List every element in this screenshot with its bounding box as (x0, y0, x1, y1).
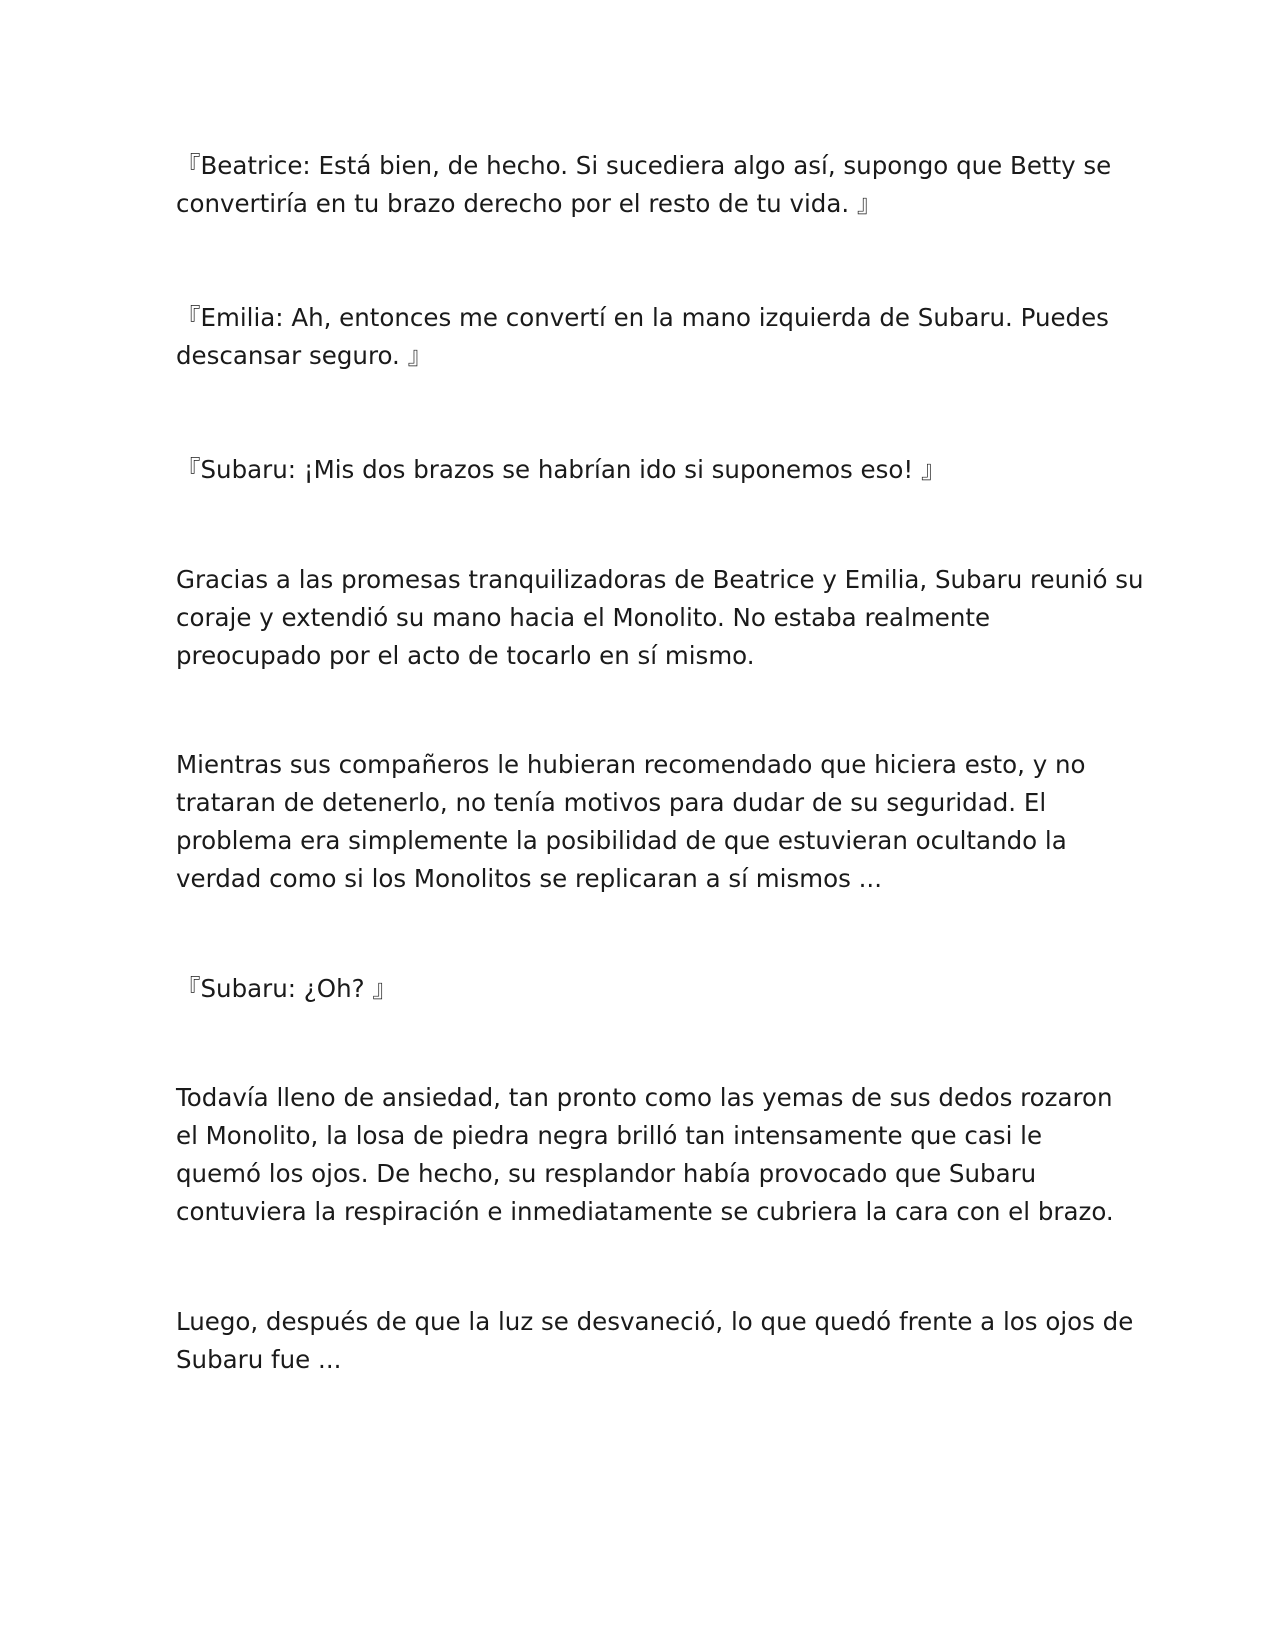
text-line: Gracias a las promesas tranquilizadoras de Beatrice y Emilia, Subaru reunió su (176, 565, 1144, 594)
text-line: problema era simplemente la posibilidad de que estuvieran ocultando la (176, 826, 1067, 855)
text-line: coraje y extendió su mano hacia el Monolito. No estaba realmente (176, 603, 991, 632)
text-line: quemó los ojos. De hecho, su resplandor había provocado que Subaru (176, 1159, 1037, 1188)
narration-4 (176, 1303, 1134, 1379)
dialogue-subaru-1 (176, 451, 1101, 489)
text-line: Todavía lleno de ansiedad, tan pronto como las yemas de sus dedos rozaron (176, 1083, 1113, 1112)
text-line: Subaru fue ... (176, 1345, 342, 1374)
dialogue-subaru-2 (176, 970, 1101, 1008)
text-line: Luego, después de que la luz se desvaneció, lo que quedó frente a los ojos de (176, 1307, 1134, 1336)
dialogue-emilia (176, 299, 1109, 375)
text-line: preocupado por el acto de tocarlo en sí mismo. (176, 641, 755, 670)
text-line: trataran de detenerlo, no tenía motivos para dudar de su seguridad. El (176, 788, 1047, 817)
dialogue-beatrice (176, 147, 1112, 223)
text-line: Mientras sus compañeros le hubieran recomendado que hiciera esto, y no (176, 750, 1086, 779)
narration-1 (176, 561, 1144, 675)
text-line: verdad como si los Monolitos se replicaran a sí mismos ... (176, 864, 882, 893)
narration-2 (176, 746, 1101, 898)
text-line: 『Beatrice: Está bien, de hecho. Si sucediera algo así, supongo que Betty se (176, 151, 1112, 180)
narration-3 (176, 1079, 1114, 1231)
text-line: descansar seguro. 』 (176, 341, 433, 370)
text-line: contuviera la respiración e inmediatamente se cubriera la cara con el brazo. (176, 1197, 1114, 1226)
text-line: el Monolito, la losa de piedra negra brilló tan intensamente que casi le (176, 1121, 1043, 1150)
text-line: 『Subaru: ¡Mis dos brazos se habrían ido si suponemos eso! 』 (176, 455, 946, 484)
text-line: 『Subaru: ¿Oh? 』 (176, 974, 397, 1003)
text-line: convertiría en tu brazo derecho por el resto de tu vida. 』 (176, 189, 882, 218)
text-line: 『Emilia: Ah, entonces me convertí en la mano izquierda de Subaru. Puedes (176, 303, 1109, 332)
